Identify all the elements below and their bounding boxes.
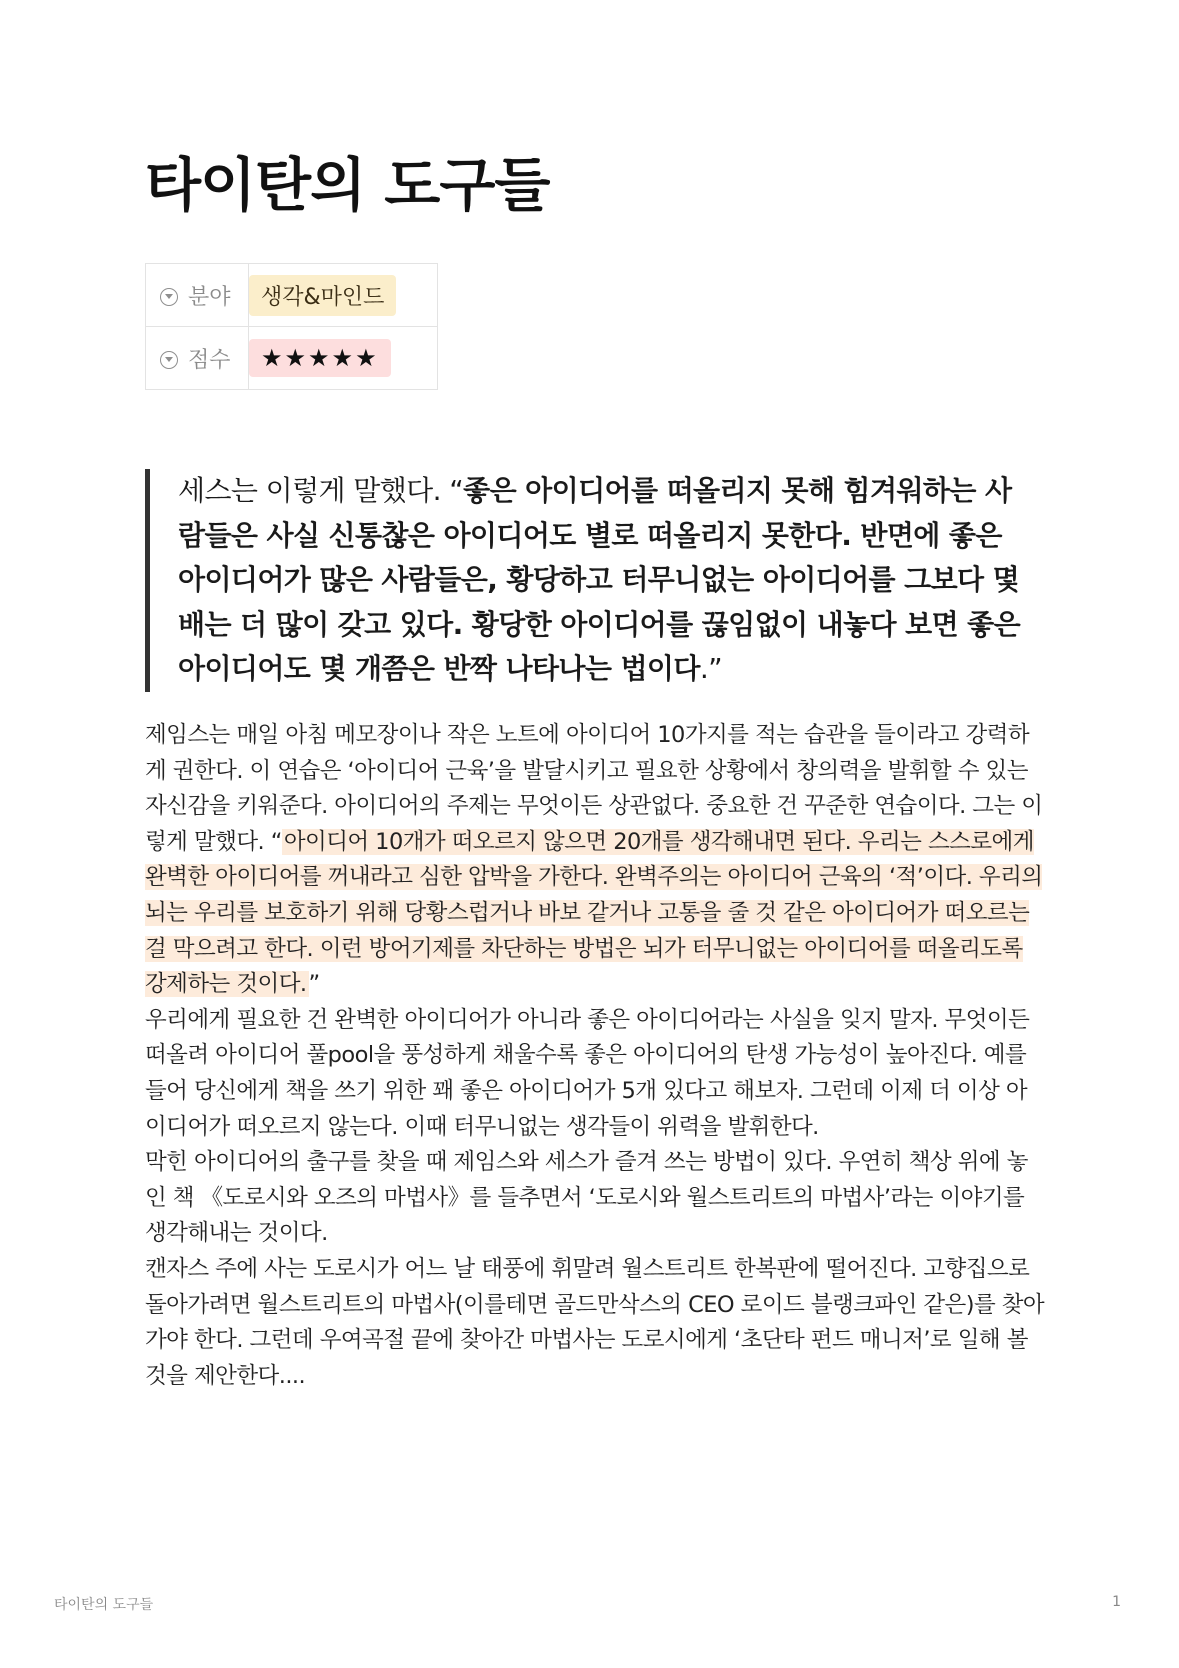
footer-title: 타이탄의 도구들 <box>54 1597 154 1613</box>
quote-bold-text: 좋은 아이디어를 떠올리지 못해 힘겨워하는 사람들은 사실 신통찮은 아이디어도 별로 떠올리지 못한다. 반면에 좋은 아이디어가 많은 사람들은, 황당하고 터무니없는 아이디어를 그보다 몇 배는 더 많이 갖고 있다. 황당한 아이디어를 끊임없이 내놓다 보면 좋은 아이디어도 몇 개쯤은 반짝 나타나는 법이다 <box>178 474 1021 685</box>
dropdown-icon <box>160 351 178 369</box>
property-row-score <box>146 327 438 390</box>
score-tag: ★★★★★ <box>249 339 391 377</box>
quote-tail: .” <box>699 652 723 685</box>
page-title: 타이탄의 도구들 <box>145 151 550 219</box>
quote-lead: 세스는 이렇게 말했다. “ <box>178 474 464 507</box>
field-tag: 생각&마인드 <box>249 275 396 316</box>
paragraph: 캔자스 주에 사는 도로시가 어느 날 태풍에 휘말려 월스트리트 한복판에 떨어진다. 고향집으로 돌아가려면 월스트리트의 마법사(이를테면 골드만삭스의 CEO 로이드 블랭크파인 같은)를 찾아가야 한다. 그런데 우여곡절 끝에 찾아간 마법사는 도로시에게 ‘초단타 펀드 매니저’로 일해 볼 것을 제안한다.... <box>145 1255 1045 1389</box>
property-key-cell[interactable] <box>146 327 249 390</box>
property-key-cell[interactable] <box>146 264 249 327</box>
paragraph: 막힌 아이디어의 출구를 찾을 때 제임스와 세스가 즐겨 쓰는 방법이 있다. 우연히 책상 위에 놓인 책 《도로시와 오즈의 마법사》를 들추면서 ‘도로시와 월스트리트의 마법사’라는 이야기를 생각해내는 것이다. <box>145 1149 1028 1247</box>
properties-table <box>145 263 438 390</box>
paragraph <box>145 718 1045 1003</box>
body-text <box>145 718 1045 1394</box>
property-key-label: 분야 <box>188 284 231 310</box>
property-value-cell[interactable] <box>249 264 438 327</box>
paragraph: 우리에게 필요한 건 완벽한 아이디어가 아니라 좋은 아이디어라는 사실을 잊지 말자. 무엇이든 떠올려 아이디어 풀pool을 풍성하게 채울수록 좋은 아이디어의 탄생 가능성이 높아진다. 예를 들어 당신에게 책을 쓰기 위한 꽤 좋은 아이디어가 5개 있다고 해보자. 그런데 이제 더 이상 아이디어가 떠오르지 않는다. 이때 터무니없는 생각들이 위력을 발휘한다. <box>145 1006 1030 1140</box>
blockquote <box>145 469 1030 692</box>
property-value-cell[interactable] <box>249 327 438 390</box>
property-key-label: 점수 <box>188 347 231 373</box>
paragraph-text: ” <box>308 971 320 998</box>
page-number: 1 <box>1112 1594 1121 1610</box>
highlighted-text: 아이디어 10개가 떠오르지 않으면 20개를 생각해내면 된다. 우리는 스스로에게 완벽한 아이디어를 꺼내라고 심한 압박을 가한다. 완벽주의는 아이디어 근육의 ‘적’이다. 우리의 뇌는 우리를 보호하기 위해 당황스럽거나 바보 같거나 고통을 줄 것 같은 아이디어가 떠오르는 걸 막으려고 한다. 이런 방어기제를 차단하는 방법은 뇌가 터무니없는 아이디어를 떠올리도록 강제하는 것이다. <box>145 828 1043 998</box>
paragraph-text: 제임스는 매일 아침 메모장이나 작은 노트에 아이디어 10가지를 적는 습관을 들이라고 강력하게 권한다. 이 연습은 ‘아이디어 근육’을 발달시키고 필요한 상황에서 창의력을 발휘할 수 있는 자신감을 키워준다. 아이디어의 주제는 무엇이든 상관없다. 중요한 건 꾸준한 연습이다. 그는 이렇게 말했다. “ <box>145 722 1043 855</box>
dropdown-icon <box>160 288 178 306</box>
property-row-field <box>146 264 438 327</box>
